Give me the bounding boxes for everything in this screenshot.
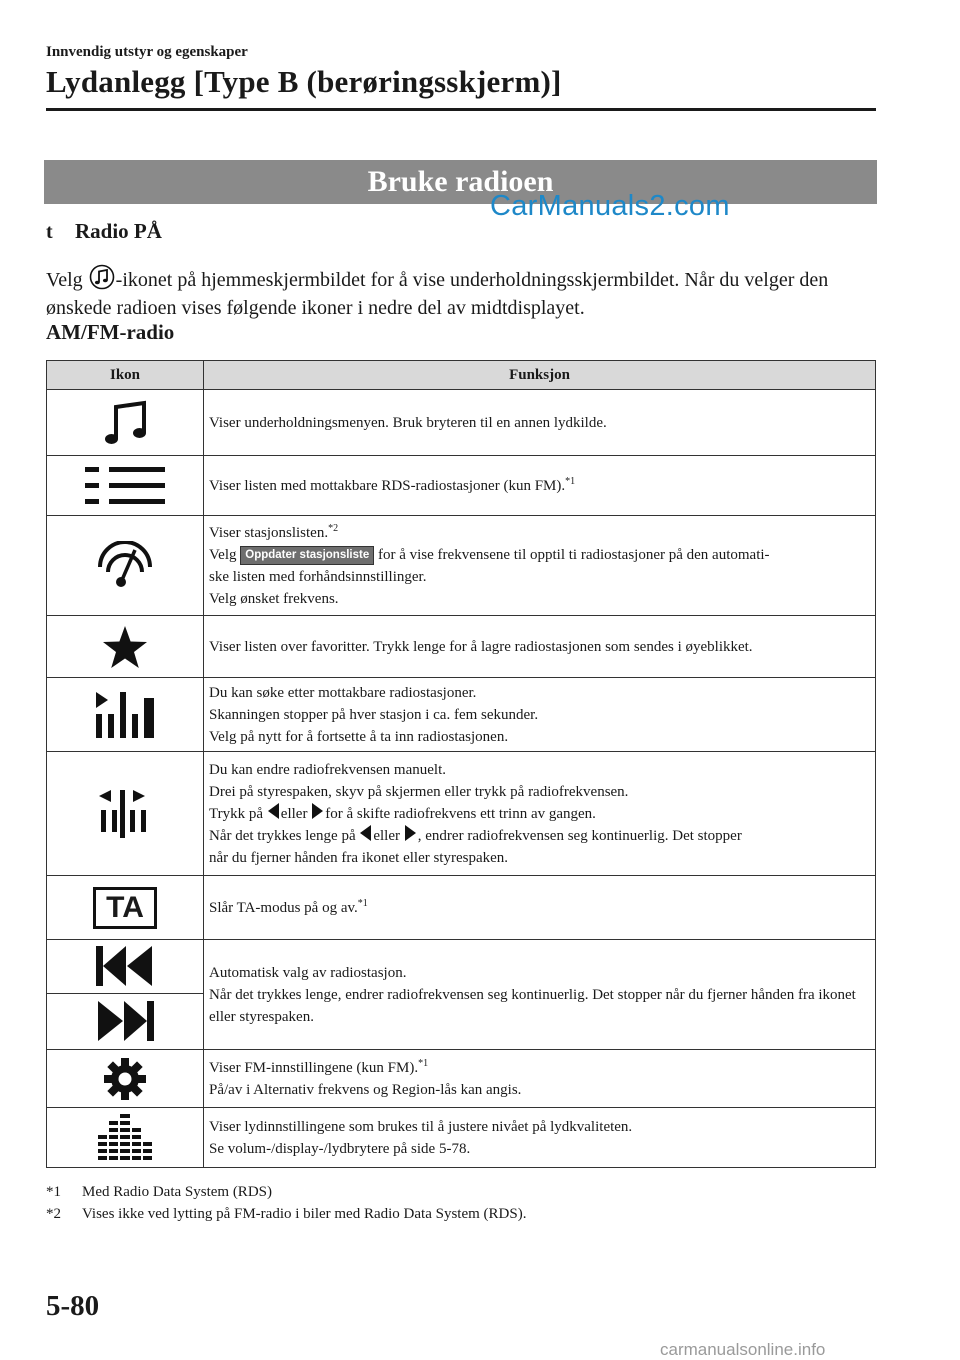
title-divider (46, 108, 876, 111)
function-text (204, 390, 876, 456)
row-line: Se volum-/display-/lydbrytere på side 5-78. (209, 1140, 471, 1157)
table-row (47, 516, 876, 616)
section-label: Innvendig utstyr og egenskaper (46, 44, 248, 60)
arrow-right-icon[interactable] (405, 825, 416, 841)
header-function: Funksjon (204, 361, 876, 390)
banner-title: Bruke radioen (367, 165, 554, 198)
row-text: for å vise frekvensene til opptil ti radiostasjoner på den automati- (374, 546, 770, 563)
skip-forward-icon (47, 1001, 203, 1041)
row-text: Viser FM-innstillingene (kun FM). (209, 1059, 419, 1076)
table-row (47, 390, 876, 456)
row-line: Når det trykkes lenge, endrer radiofrekvensen seg kontinuerlig. Det stopper når du fjerner hånden fra ikonet eller styrespaken. (209, 986, 856, 1025)
footnote-ref: *1 (357, 897, 368, 909)
icon-cell (47, 940, 204, 1050)
icon-split (47, 940, 203, 1047)
table-header-row (47, 361, 876, 390)
table-row (47, 940, 876, 1050)
row-line (209, 825, 871, 847)
row-text: Viser listen med mottakbare RDS-radiostasjoner (kun FM). (209, 477, 566, 494)
ta-icon: TA (93, 887, 157, 929)
row-text: Slår TA-modus på og av. (209, 899, 358, 916)
row-line: Drei på styrespaken, skyv på skjermen eller trykk på radiofrekvensen. (209, 783, 629, 800)
icon-cell (47, 876, 204, 940)
row-text: , endrer radiofrekvensen seg kontinuerlig. Det stopper (417, 827, 742, 844)
function-text (204, 876, 876, 940)
row-line (209, 544, 871, 566)
icon-cell (47, 456, 204, 516)
icon-cell (47, 1108, 204, 1168)
icon-cell (47, 390, 204, 456)
row-line: ske listen med forhåndsinnstillinger. (209, 568, 427, 585)
row-line: Du kan søke etter mottakbare radiostasjoner. (209, 684, 477, 701)
bullet-marker: t (46, 221, 53, 243)
page-title: Lydanlegg [Type B (berøringsskjerm)] (46, 64, 562, 99)
intro-text-end: -ikonet på hjemmeskjermbildet for å vise underholdningsskjermbildet. Når du velger den ønskede radioen vises følgende ikoner i nedre del av midtdisplayet. (46, 269, 829, 319)
table-row (47, 456, 876, 516)
row-text: eller (373, 827, 404, 844)
table-row (47, 1108, 876, 1168)
music-note-circle-icon (89, 264, 115, 290)
subheading: Radio PÅ (75, 219, 162, 243)
row-line: Automatisk valg av radiostasjon. (209, 964, 407, 981)
manual-tune-icon (47, 790, 203, 838)
function-text (204, 752, 876, 876)
table-row (47, 1050, 876, 1108)
update-station-list-button[interactable]: Oppdater stasjonsliste (240, 546, 374, 565)
arrow-left-icon[interactable] (268, 803, 279, 819)
row-text: Viser stasjonslisten. (209, 524, 329, 541)
music-note-icon (47, 399, 203, 447)
intro-paragraph (46, 264, 876, 322)
row-line (209, 1057, 871, 1079)
section-banner (44, 160, 877, 204)
row-line: Viser lydinnstillingene som brukes til å justere nivået på lydkvaliteten. (209, 1118, 633, 1135)
footnote-mark: *1 (46, 1184, 61, 1200)
footnote (46, 1184, 272, 1201)
footnote-text: Med Radio Data System (RDS) (82, 1184, 272, 1200)
table-row (47, 752, 876, 876)
subsection-title: AM/FM-radio (46, 320, 175, 344)
equalizer-icon (47, 1114, 203, 1162)
row-text: Når det trykkes lenge på (209, 827, 360, 844)
page-number: 5-80 (46, 1290, 100, 1322)
table-row (47, 616, 876, 678)
site-watermark: carmanualsonline.info (660, 1340, 826, 1359)
icon-cell (47, 752, 204, 876)
table-row (47, 876, 876, 940)
footnote-ref: *1 (565, 475, 576, 487)
row-text: Velg (209, 546, 241, 563)
arrow-right-icon[interactable] (312, 803, 323, 819)
footnote-text: Vises ikke ved lytting på FM-radio i biler med Radio Data System (RDS). (82, 1206, 527, 1222)
row-line (209, 522, 871, 544)
footnote-mark: *2 (46, 1206, 61, 1222)
function-text (204, 456, 876, 516)
footnote-ref: *2 (328, 522, 339, 534)
function-text (204, 516, 876, 616)
row-line: På/av i Alternativ frekvens og Region-lås kan angis. (209, 1081, 522, 1098)
icon-cell (47, 1050, 204, 1108)
footnote (46, 1206, 526, 1223)
scan-icon (47, 690, 203, 740)
row-line: Velg på nytt for å fortsette å ta inn radiostasjonen. (209, 728, 509, 745)
function-text (204, 678, 876, 752)
row-text: for å skifte radiofrekvens ett trinn av gangen. (325, 805, 596, 822)
row-line: Skanningen stopper på hver stasjon i ca. fem sekunder. (209, 706, 539, 723)
row-line: når du fjerner hånden fra ikonet eller styrespaken. (209, 849, 509, 866)
footnote-ref: *1 (418, 1057, 429, 1069)
icon-cell (47, 516, 204, 616)
header-icon: Ikon (47, 361, 204, 390)
icon-cell (47, 678, 204, 752)
row-text: Viser listen over favoritter. Trykk lenge for å lagre radiostasjonen som sendes i øyeblikket. (209, 638, 753, 655)
function-text (204, 940, 876, 1050)
table-row (47, 678, 876, 752)
function-text (204, 1050, 876, 1108)
list-icon (47, 465, 203, 507)
row-line: Velg ønsket frekvens. (209, 590, 339, 607)
skip-back-icon (47, 946, 203, 986)
icon-cell (47, 616, 204, 678)
row-text: Viser underholdningsmenyen. Bruk bryteren til en annen lydkilde. (209, 414, 607, 431)
function-text (204, 616, 876, 678)
function-text (204, 1108, 876, 1168)
watermark: CarManuals2.com (490, 190, 730, 222)
row-line: Du kan endre radiofrekvensen manuelt. (209, 761, 446, 778)
gear-icon (47, 1057, 203, 1101)
row-text: eller (280, 805, 312, 822)
intro-text-start: Velg (46, 269, 88, 291)
function-table (46, 360, 876, 1168)
divider (47, 993, 203, 994)
row-line (209, 803, 871, 825)
tuner-dial-icon (47, 541, 203, 591)
arrow-left-icon[interactable] (360, 825, 371, 841)
star-icon (47, 624, 203, 670)
row-text: Trykk på (209, 805, 267, 822)
